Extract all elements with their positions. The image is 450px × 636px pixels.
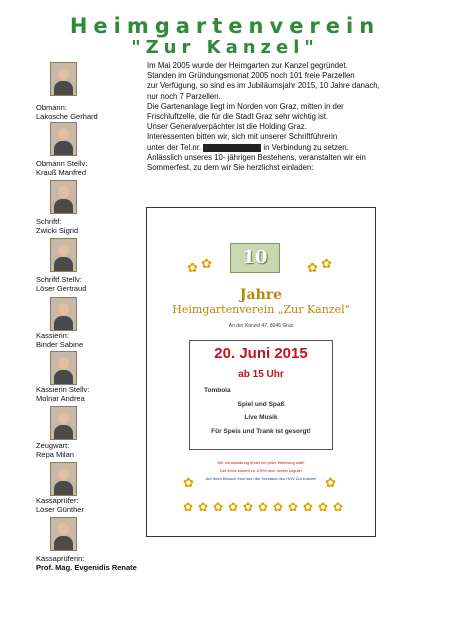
badge-number: 10 (242, 247, 268, 268)
intro-line: Anlässlich unseres 10- jährigen Bestehens, veranstalten wir ein (147, 152, 366, 162)
sunflower-icon: ✿ (272, 500, 283, 514)
member-role: Schriftf.Stellv: (36, 275, 82, 284)
sunflower-icon: ✿ (317, 500, 328, 514)
intro-line (147, 143, 437, 153)
event-details-box (189, 340, 333, 450)
intro-line: Im Mai 2005 wurde der Heimgarten zur Kanzel gegründet. (147, 61, 348, 70)
weather-note: Die Veranstaltung findet bei jeder Witterung statt! (217, 460, 305, 465)
member-name: Lakosche Gerhard (36, 112, 98, 121)
intro-line: Die Gartenanlage liegt im Norden von Graz, mitten in der (147, 101, 344, 111)
sunflower-icon: ✿ (197, 500, 209, 514)
member-name: Binder Sabine (36, 340, 84, 349)
member-photo (50, 517, 77, 551)
proceeds-note: Der Erlös kommt zu 100% dem Verein zugute! (219, 468, 303, 473)
member-name: Löser Gertraud (36, 284, 87, 293)
event-date: 20. Juni 2015 (214, 345, 308, 362)
page-subtitle: "Zur Kanzel" (131, 37, 319, 58)
intro-line: Frischluftzelle, die für die Stadt Graz sehr wichtig ist. (147, 112, 329, 122)
sunflower-icon: ✿ (257, 500, 268, 514)
sunflower-icon: ✿ (325, 475, 336, 490)
intro-line: Unser Generalverpächter ist die Holding Graz. (147, 122, 307, 132)
sunflower-icon: ✿ (287, 500, 298, 514)
sunflower-icon: ✿ (201, 256, 212, 271)
member-role: Kassaprüfer: (36, 496, 79, 505)
intro-line: Standen im Gründungsmonat 2005 noch 101 freie Parzellen (147, 71, 355, 81)
member-photo (50, 62, 77, 96)
intro-line: zur Verfügung, so sind es im Jubiläumsjahr 2015, 10 Jahre danach, (147, 81, 380, 91)
member-name: Krauß Manfred (36, 168, 87, 177)
sunflower-icon: ✿ (302, 500, 313, 514)
member-name: Repa Milan (36, 450, 74, 459)
intro-line: nur noch 7 Parzellen. (147, 91, 221, 101)
member-photo (50, 238, 77, 272)
member-photo (50, 297, 77, 331)
intro-line: Interessenten bitten wir, sich mit unserer Schriftführerin (147, 132, 338, 142)
member-photo (50, 406, 77, 440)
poster-jahre: Jahre (239, 287, 283, 303)
event-spiel: Spiel und Spaß (237, 401, 285, 408)
sunflower-icon: ✿ (187, 260, 198, 275)
member-name: Molnar Andrea (36, 394, 85, 403)
event-musik: Live Musik (244, 414, 278, 421)
event-speis: Für Speis und Trank ist gesorgt! (211, 428, 311, 435)
member-role: Kassaprüferin: (36, 554, 85, 563)
sunflower-icon: ✿ (212, 500, 224, 514)
sunflower-icon: ✿ (227, 500, 239, 514)
member-photo (50, 462, 77, 496)
intro-line: Sommerfest, zu dem wir Sie herzlichst einladen: (147, 163, 314, 173)
event-tombola: Tombola (204, 387, 231, 394)
sunflower-icon: ✿ (307, 260, 318, 275)
member-name: Löser Günther (36, 505, 84, 514)
board-note: Auf Ihren Besuch freut sich der Vorstand des HGV Zur Kanzel! (205, 476, 317, 481)
member-photo (50, 180, 77, 214)
sunflower-icon: ✿ (183, 500, 194, 514)
event-poster (146, 207, 376, 537)
sunflower-icon: ✿ (321, 256, 332, 271)
sunflower-icon: ✿ (183, 475, 194, 490)
member-name: Zwicki Sigrid (36, 226, 79, 235)
member-role: Obmann Stellv: (36, 159, 88, 168)
member-name: Prof. Mag. Evgenidis Renate (36, 563, 137, 572)
poster-verein: Heimgartenverein „Zur Kanzel" (172, 303, 350, 316)
anniversary-badge (230, 243, 280, 273)
redacted-phone (203, 144, 261, 152)
intro-text (147, 61, 437, 173)
sunflower-row (183, 501, 343, 513)
phone-suffix: in Verbindung zu setzen. (263, 142, 349, 152)
phone-label: unter der Tel.nr. (147, 142, 202, 152)
member-role: Kassierin: (36, 331, 69, 340)
board-members-column (0, 0, 140, 636)
member-role: Kassierin Stellv: (36, 385, 90, 394)
member-photo (50, 351, 77, 385)
member-role: Schriftf: (36, 217, 62, 226)
sunflower-icon: ✿ (242, 500, 253, 514)
poster-address: An der Kanzel 47, 8046 Graz (228, 323, 294, 329)
sunflower-icon: ✿ (332, 500, 343, 514)
member-role: Zeugwart: (36, 441, 70, 450)
member-role: Obmann: (36, 103, 67, 112)
member-photo (50, 122, 77, 156)
event-time: ab 15 Uhr (238, 369, 284, 380)
page-title: Heimgartenverein (69, 14, 381, 38)
